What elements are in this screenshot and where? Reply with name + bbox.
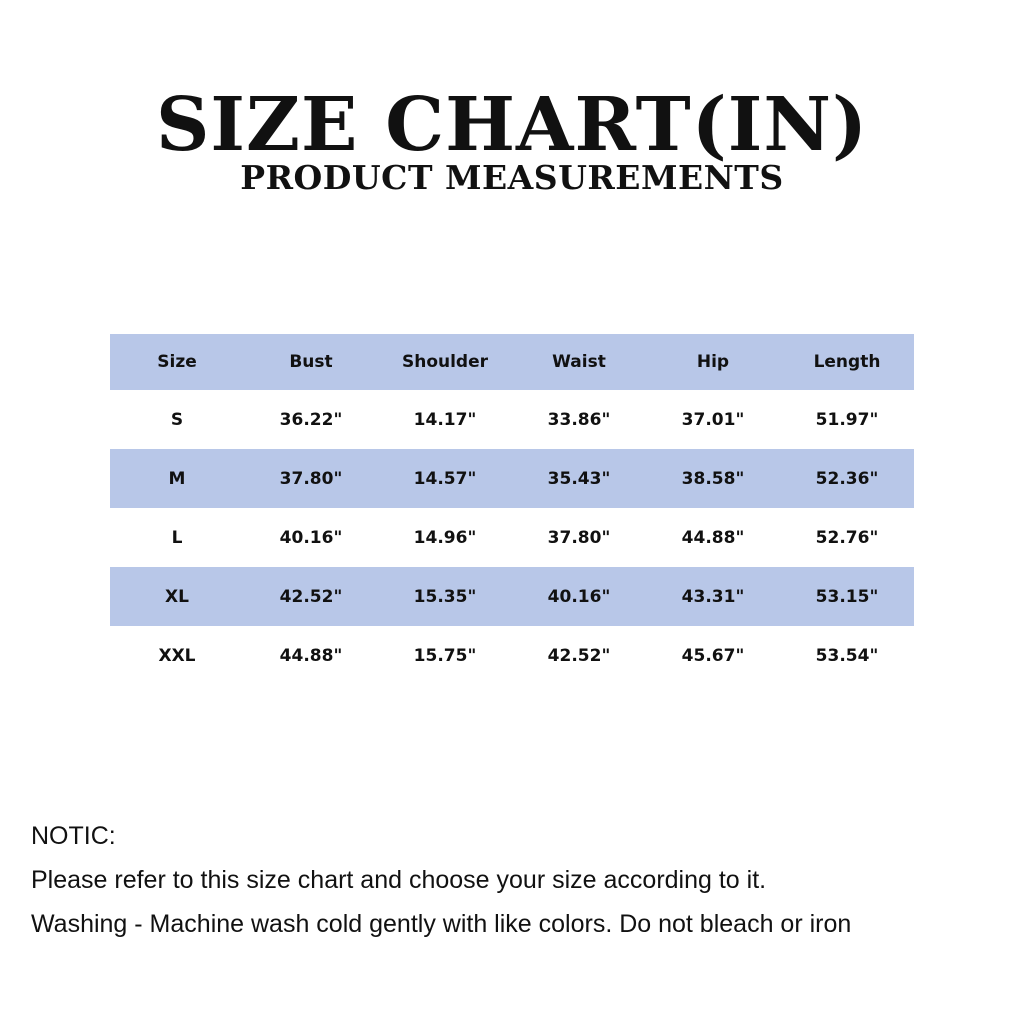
table-row bbox=[110, 508, 914, 567]
table-row bbox=[110, 567, 914, 626]
shoulder-cell: 15.75" bbox=[413, 645, 477, 666]
hip-cell: 45.67" bbox=[681, 645, 745, 666]
bust-cell: 40.16" bbox=[279, 527, 343, 548]
size-cell: XL bbox=[165, 586, 189, 607]
size-chart-table bbox=[110, 334, 914, 685]
bust-cell: 37.80" bbox=[279, 468, 343, 489]
size-cell: M bbox=[168, 468, 186, 489]
length-cell: 53.15" bbox=[815, 586, 879, 607]
table-row bbox=[110, 449, 914, 508]
table-row bbox=[110, 626, 914, 685]
notes-size-instruction: Please refer to this size chart and choose your size according to it. bbox=[31, 866, 767, 894]
page-title: SIZE CHART(IN) bbox=[155, 82, 868, 168]
column-header-size: Size bbox=[157, 352, 197, 372]
bust-cell: 44.88" bbox=[279, 645, 343, 666]
waist-cell: 35.43" bbox=[547, 468, 611, 489]
shoulder-cell: 14.57" bbox=[413, 468, 477, 489]
hip-cell: 38.58" bbox=[681, 468, 745, 489]
shoulder-cell: 15.35" bbox=[413, 586, 477, 607]
waist-cell: 37.80" bbox=[547, 527, 611, 548]
column-header-bust: Bust bbox=[289, 352, 333, 372]
length-cell: 51.97" bbox=[815, 409, 879, 430]
column-header-hip: Hip bbox=[696, 352, 730, 372]
hip-cell: 37.01" bbox=[681, 409, 745, 430]
shoulder-cell: 14.17" bbox=[413, 409, 477, 430]
size-cell: L bbox=[171, 527, 183, 548]
column-header-shoulder: Shoulder bbox=[401, 352, 489, 372]
bust-cell: 36.22" bbox=[279, 409, 343, 430]
table-header-row bbox=[110, 334, 914, 390]
notes-heading: NOTIC: bbox=[31, 822, 116, 850]
length-cell: 52.76" bbox=[815, 527, 879, 548]
page-subtitle: PRODUCT MEASUREMENTS bbox=[240, 158, 784, 197]
length-cell: 52.36" bbox=[815, 468, 879, 489]
length-cell: 53.54" bbox=[815, 645, 879, 666]
column-header-waist: Waist bbox=[552, 352, 606, 372]
waist-cell: 33.86" bbox=[547, 409, 611, 430]
column-header-length: Length bbox=[813, 352, 881, 372]
hip-cell: 43.31" bbox=[681, 586, 745, 607]
shoulder-cell: 14.96" bbox=[413, 527, 477, 548]
hip-cell: 44.88" bbox=[681, 527, 745, 548]
notes-washing-instruction: Washing - Machine wash cold gently with like colors. Do not bleach or iron bbox=[31, 910, 852, 938]
waist-cell: 42.52" bbox=[547, 645, 611, 666]
table-row bbox=[110, 390, 914, 449]
size-cell: S bbox=[170, 409, 184, 430]
notes-section bbox=[31, 818, 1011, 950]
waist-cell: 40.16" bbox=[547, 586, 611, 607]
bust-cell: 42.52" bbox=[279, 586, 343, 607]
size-cell: XXL bbox=[158, 645, 196, 666]
